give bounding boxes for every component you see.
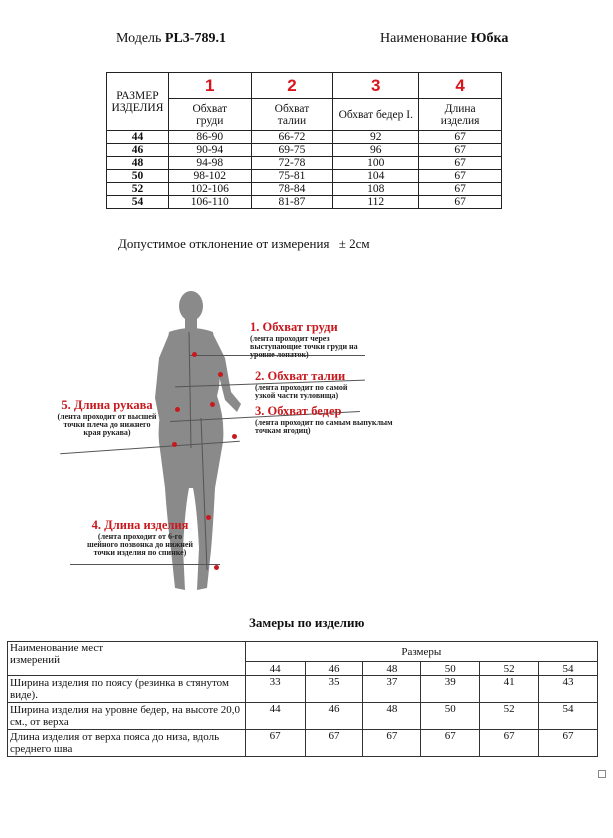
size-cell: 52: [107, 183, 169, 196]
value-cell: 67: [419, 170, 502, 183]
value-cell: 90-94: [168, 144, 251, 157]
size-cell: 44: [107, 131, 169, 144]
value-cell: 96: [333, 144, 419, 157]
size-row: [107, 157, 502, 170]
tolerance-line: [118, 236, 370, 252]
name-header-cell: Наименование мест измерений: [8, 642, 246, 676]
measure-value: 46: [305, 703, 363, 730]
column-number: 2: [251, 73, 333, 99]
marker-dot: [172, 442, 177, 447]
value-cell: 67: [419, 144, 502, 157]
marker-dot: [218, 372, 223, 377]
measure-value: 37: [363, 676, 421, 703]
column-number: 3: [333, 73, 419, 99]
size-cell: 46: [107, 144, 169, 157]
measure-value: 43: [539, 676, 598, 703]
value-cell: 66-72: [251, 131, 333, 144]
size-row: [107, 196, 502, 209]
value-cell: 100: [333, 157, 419, 170]
sizes-header: Размеры: [245, 642, 597, 662]
measure-row: [8, 730, 598, 757]
size-column-header: 48: [363, 662, 421, 676]
measure-value: 48: [363, 703, 421, 730]
model-label: Модель: [116, 31, 162, 46]
value-cell: 67: [419, 183, 502, 196]
size-table: [106, 72, 502, 209]
marker-dot: [214, 565, 219, 570]
size-cell: 54: [107, 196, 169, 209]
column-number: 4: [419, 73, 502, 99]
measure-value: 67: [363, 730, 421, 757]
marker-dot: [175, 407, 180, 412]
name-line: [380, 31, 508, 47]
value-cell: 112: [333, 196, 419, 209]
tolerance-text: Допустимое отклонение от измерения: [118, 236, 330, 251]
corner-label-2: ИЗДЕЛИЯ: [111, 101, 164, 114]
measure-value: 50: [421, 703, 480, 730]
label-hips: 3. Обхват бедер (лента проходит по самым выпуклым точкам ягодиц): [255, 404, 393, 435]
measure-value: 39: [421, 676, 480, 703]
size-cell: 50: [107, 170, 169, 183]
measure-value: 67: [421, 730, 480, 757]
measure-value: 67: [480, 730, 539, 757]
measure-row: [8, 676, 598, 703]
marker-dot: [192, 352, 197, 357]
marker-dot: [232, 434, 237, 439]
size-column-header: 50: [421, 662, 480, 676]
marker-dot: [206, 515, 211, 520]
size-row: [107, 144, 502, 157]
value-cell: 102-106: [168, 183, 251, 196]
measure-value: 41: [480, 676, 539, 703]
column-number: 1: [168, 73, 251, 99]
label-waist: 2. Обхват талии (лента проходит по самой узкой части туловища): [255, 369, 348, 400]
value-cell: 92: [333, 131, 419, 144]
value-cell: 75-81: [251, 170, 333, 183]
value-cell: 67: [419, 131, 502, 144]
size-column-header: 44: [245, 662, 305, 676]
resize-handle: [598, 770, 606, 778]
label-sleeve: 5. Длина рукава (лента проходит от высшей точки плеча до нижнего края рукава): [57, 398, 157, 437]
name-label: Наименование: [380, 31, 468, 46]
measure-value: 67: [245, 730, 305, 757]
size-row: [107, 170, 502, 183]
size-cell: 48: [107, 157, 169, 170]
size-row: [107, 183, 502, 196]
column-header: Обхват бедер I.: [333, 99, 419, 131]
size-row: [107, 131, 502, 144]
value-cell: 72-78: [251, 157, 333, 170]
column-header: Длина изделия: [419, 99, 502, 131]
size-column-header: 46: [305, 662, 363, 676]
measure-value: 35: [305, 676, 363, 703]
measure-name: Ширина изделия по поясу (резинка в стянутом виде).: [8, 676, 246, 703]
model-value: PL3-789.1: [164, 31, 226, 46]
value-cell: 78-84: [251, 183, 333, 196]
value-cell: 106-110: [168, 196, 251, 209]
measure-value: 67: [539, 730, 598, 757]
measure-value: 52: [480, 703, 539, 730]
value-cell: 81-87: [251, 196, 333, 209]
name-value: Юбка: [470, 31, 509, 46]
label-length: 4. Длина изделия (лента проходит от 6-го шейного позвонка до нижней точки изделия по спинке): [87, 518, 193, 557]
tolerance-value: ± 2см: [338, 236, 370, 251]
measure-title: Замеры по изделию: [249, 615, 365, 630]
value-cell: 67: [419, 196, 502, 209]
measure-value: 44: [245, 703, 305, 730]
measure-row: [8, 703, 598, 730]
measure-value: 33: [245, 676, 305, 703]
size-corner-cell: [107, 73, 169, 131]
model-line: [116, 31, 226, 47]
column-header: Обхват груди: [168, 99, 251, 131]
size-column-header: 52: [480, 662, 539, 676]
value-cell: 94-98: [168, 157, 251, 170]
value-cell: 98-102: [168, 170, 251, 183]
measure-table: [7, 641, 598, 757]
value-cell: 104: [333, 170, 419, 183]
corner-label-1: РАЗМЕР: [116, 89, 159, 102]
measure-name: Длина изделия от верха пояса до низа, вдоль среднего шва: [8, 730, 246, 757]
marker-dot: [210, 402, 215, 407]
column-header: Обхват талии: [251, 99, 333, 131]
value-cell: 108: [333, 183, 419, 196]
value-cell: 86-90: [168, 131, 251, 144]
length-guide: [70, 564, 220, 565]
measure-value: 54: [539, 703, 598, 730]
value-cell: 69-75: [251, 144, 333, 157]
measure-value: 67: [305, 730, 363, 757]
value-cell: 67: [419, 157, 502, 170]
label-chest: 1. Обхват груди (лента проходит через выступающие точки груди на уровне лопаток): [250, 320, 358, 359]
measure-name: Ширина изделия на уровне бедер, на высоте 20,0 см., от верха: [8, 703, 246, 730]
size-column-header: 54: [539, 662, 598, 676]
